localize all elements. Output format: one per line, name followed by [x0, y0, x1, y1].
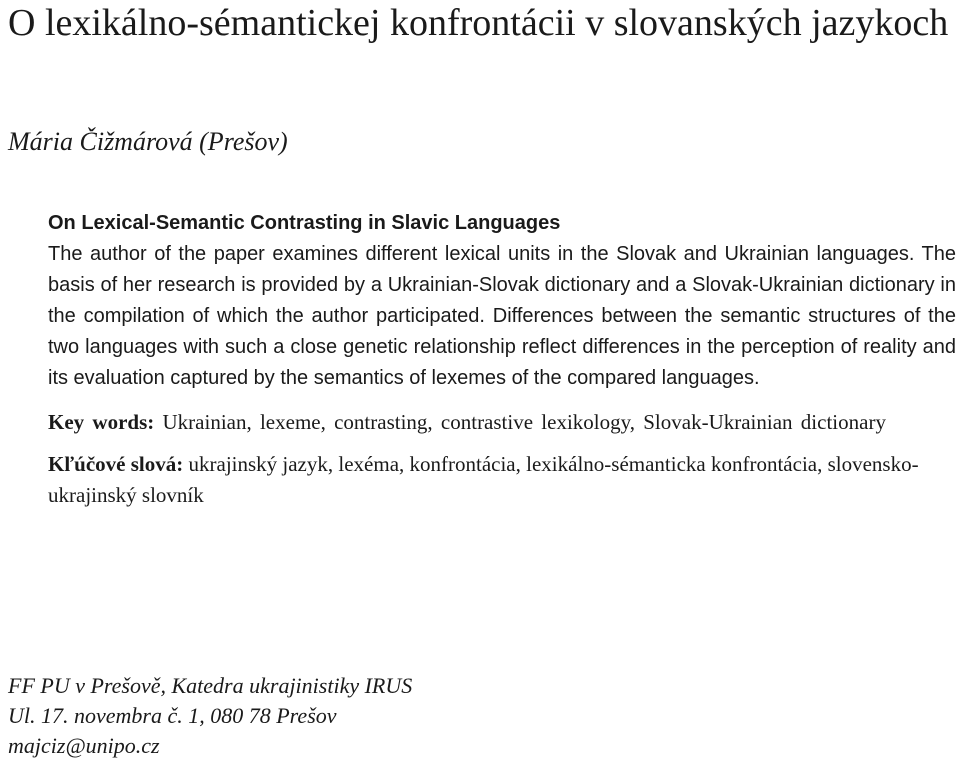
keywords-sk — [48, 449, 956, 511]
address-line-street: Ul. 17. novembra č. 1, 080 78 Prešov — [8, 703, 337, 728]
article-title: O lexikálno-sémantickej konfrontácii v slovanských jazykoch — [8, 2, 949, 44]
abstract-text: The author of the paper examines different lexical units in the Slovak and Ukrainian languages. The basis of her research is provided by a Ukrainian-Slovak dictionary and a Slovak-Ukrainian dictionary in the compilation of which the author participated. Differences between the semantic structures of the two languages with such a close genetic relationship reflect differences in the perception of reality and its evaluation captured by the semantics of lexemes of the compared languages. — [48, 243, 956, 389]
abstract-section — [48, 208, 956, 511]
keywords-sk-label: Kľúčové slová: — [48, 452, 184, 476]
keywords-en-text: Ukrainian, lexeme, contrasting, contrastive lexikology, Slovak-Ukrainian dictionary — [162, 410, 886, 434]
keywords-sk-text: ukrajinský jazyk, lexéma, konfrontácia, lexikálno-sémanticka konfrontácia, slovensko-ukrajinský slovník — [48, 452, 919, 507]
keywords-en — [48, 407, 956, 438]
address-line-institution: FF PU v Prešově, Katedra ukrajinistiky IRUS — [8, 673, 413, 698]
keywords-en-label: Key words: — [48, 410, 155, 434]
author-address — [8, 671, 412, 761]
author-email[interactable]: majciz@unipo.cz — [8, 733, 160, 758]
author-line: Mária Čižmárová (Prešov) — [8, 127, 288, 156]
abstract-heading: On Lexical-Semantic Contrasting in Slavic Languages — [48, 212, 561, 234]
